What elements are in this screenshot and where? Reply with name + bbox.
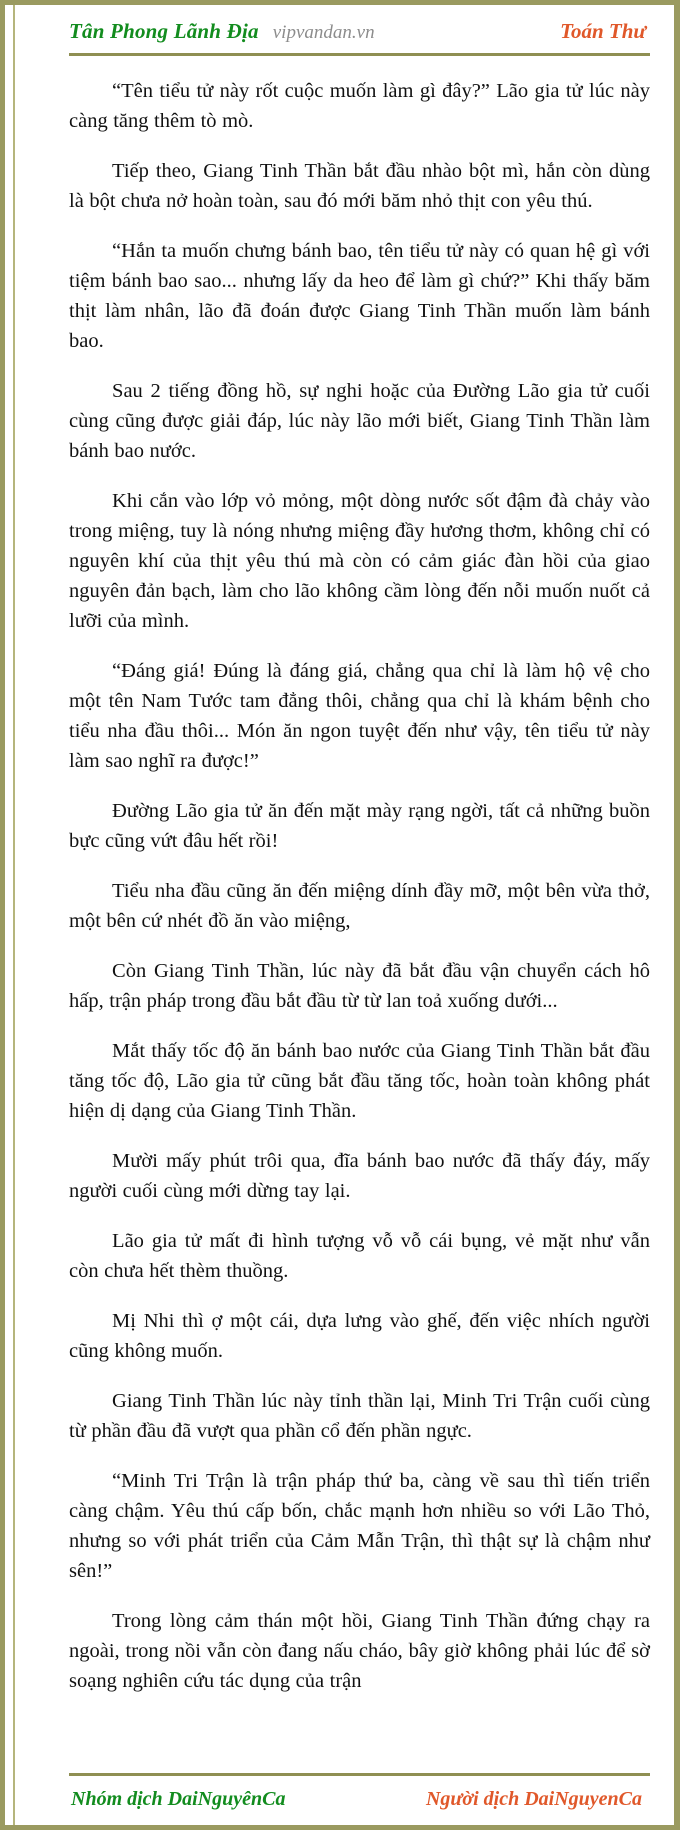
document-footer [65, 1773, 652, 1825]
site-name-label: Tân Phong Lãnh Địa [69, 19, 259, 43]
body-paragraph: “Hắn ta muốn chưng bánh bao, tên tiểu tử này có quan hệ gì với tiệm bánh bao sao... nhưng lấy da heo để làm gì chứ?” Khi thấy băm thịt làm nhân, lão đã đoán được Giang Tinh Thần muốn làm bánh bao. [69, 240, 650, 352]
body-paragraph: “Đáng giá! Đúng là đáng giá, chẳng qua chỉ là làm hộ vệ cho một tên Nam Tước tam đẳng thôi, chẳng qua chỉ là khám bệnh cho tiểu nha đầu thôi... Món ăn ngon tuyệt đến như vậy, tên tiểu tử này làm sao nghĩ ra được!” [69, 660, 650, 772]
content-column [43, 5, 674, 1825]
site-url-label: vipvandan.vn [272, 22, 375, 43]
footer-divider-rule [69, 1773, 650, 1776]
body-paragraph: Khi cắn vào lớp vỏ mỏng, một dòng nước sốt đậm đà chảy vào trong miệng, tuy là nóng nhưng miệng đầy hương thơm, không chỉ có nguyên khí của thịt yêu thú mà còn có cảm giác đàn hồi của giao nguyên đản bạch, làm cho lão không cầm lòng đến nỗi muốn nuốt cả lưỡi của mình. [69, 490, 650, 632]
body-paragraph: Mười mấy phút trôi qua, đĩa bánh bao nước đã thấy đáy, mấy người cuối cùng mới dừng tay lại. [69, 1150, 650, 1202]
body-paragraph: “Tên tiểu tử này rốt cuộc muốn làm gì đây?” Lão gia tử lúc này càng tăng thêm tò mò. [69, 80, 650, 132]
body-paragraph: Tiểu nha đầu cũng ăn đến miệng dính đầy mỡ, một bên vừa thở, một bên cứ nhét đồ ăn vào miệng, [69, 880, 650, 932]
body-paragraph: “Minh Tri Trận là trận pháp thứ ba, càng về sau thì tiến triển càng chậm. Yêu thú cấp bốn, chắc mạnh hơn nhiều so với Lão Thỏ, nhưng so với phát triển của Cảm Mẫn Trận, thì thật sự là chậm như sên!” [69, 1470, 650, 1582]
book-title-label: Toán Thư [560, 19, 646, 43]
document-sheet [5, 5, 674, 1825]
body-paragraph: Còn Giang Tinh Thần, lúc này đã bắt đầu vận chuyển cách hô hấp, trận pháp trong đầu bắt đầu từ từ lan toả xuống dưới... [69, 960, 650, 1012]
body-paragraph: Giang Tinh Thần lúc này tỉnh thần lại, Minh Tri Trận cuối cùng từ phần đầu đã vượt qua phần cổ đến phần ngực. [69, 1390, 650, 1442]
body-paragraph: Tiếp theo, Giang Tinh Thần bắt đầu nhào bột mì, hắn còn dùng là bột chưa nở hoàn toàn, sau đó mới băm nhỏ thịt con yêu thú. [69, 160, 650, 212]
watermark-credit-text [25, 5, 43, 395]
watermark-rail [5, 5, 43, 1825]
footer-row [65, 1788, 652, 1811]
body-paragraph: Mắt thấy tốc độ ăn bánh bao nước của Giang Tinh Thần bắt đầu tăng tốc độ, Lão gia tử cũng bắt đầu tăng tốc, hoàn toàn không phát hiện dị dạng của Giang Tinh Thần. [69, 1040, 650, 1122]
body-paragraph: Đường Lão gia tử ăn đến mặt mày rạng ngời, tất cả những buồn bực cũng vứt đâu hết rồi! [69, 800, 650, 852]
body-paragraph: Mị Nhi thì ợ một cái, dựa lưng vào ghế, đến việc nhích người cũng không muốn. [69, 1310, 650, 1362]
document-body [65, 56, 652, 1773]
body-paragraph: Sau 2 tiếng đồng hồ, sự nghi hoặc của Đường Lão gia tử cuối cùng cũng được giải đáp, lúc này lão mới biết, Giang Tinh Thần làm bánh bao nước. [69, 380, 650, 462]
body-paragraph: Lão gia tử mất đi hình tượng vỗ vỗ cái bụng, vẻ mặt như vẫn còn chưa hết thèm thuồng. [69, 1230, 650, 1282]
body-paragraph: Trong lòng cảm thán một hồi, Giang Tinh Thần đứng chạy ra ngoài, trong nồi vẫn còn đang nấu cháo, bây giờ không phải lúc để sờ soạng nghiên cứu tác dụng của trận [69, 1610, 650, 1692]
rail-divider-line [13, 5, 15, 1825]
document-header [65, 5, 652, 56]
translation-team-label: Nhóm dịch DaiNguyênCa [71, 1788, 286, 1810]
translator-name-label: Người dịch DaiNguyenCa [425, 1788, 642, 1810]
header-row [65, 19, 652, 44]
